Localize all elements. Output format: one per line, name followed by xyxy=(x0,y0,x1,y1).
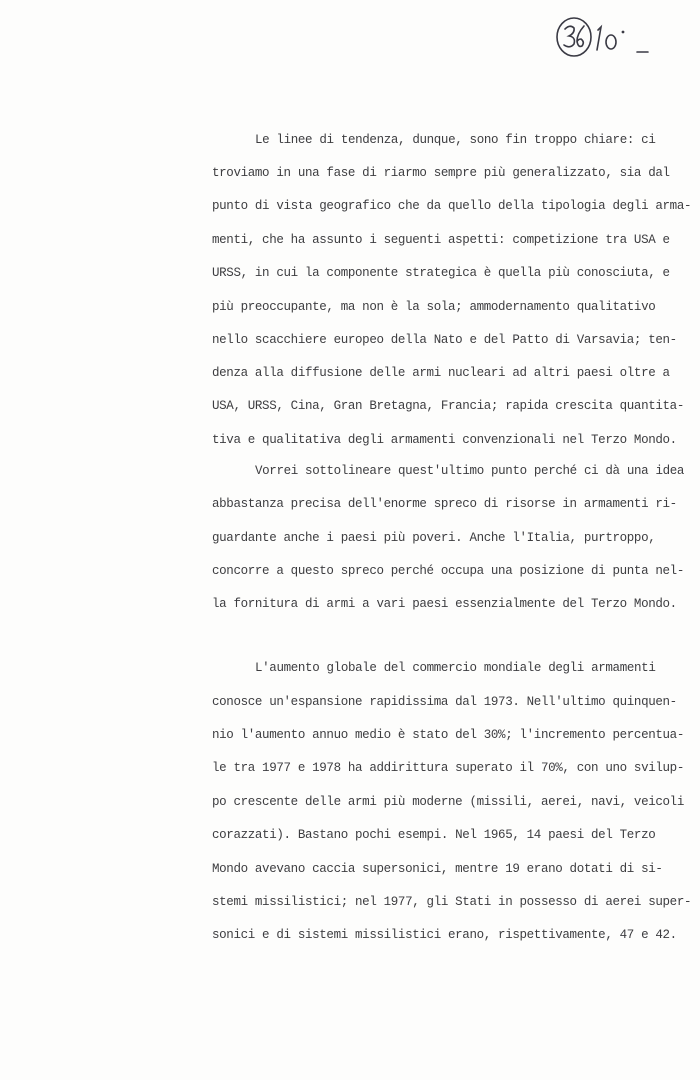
text-line: abbastanza precisa dell'enorme spreco di risorse in armamenti ri- xyxy=(212,497,677,511)
text-line: guardante anche i paesi più poveri. Anche l'Italia, purtroppo, xyxy=(212,531,656,545)
text-line: po crescente delle armi più moderne (missili, aerei, navi, veicoli xyxy=(212,795,684,809)
text-line: denza alla diffusione delle armi nucleari ad altri paesi oltre a xyxy=(212,366,670,380)
text-line: sonici e di sistemi missilistici erano, rispettivamente, 47 e 42. xyxy=(212,928,677,942)
text-line: punto di vista geografico che da quello della tipologia degli arma- xyxy=(212,199,692,213)
text-line: corazzati). Bastano pochi esempi. Nel 1965, 14 paesi del Terzo xyxy=(212,828,656,842)
handwritten-page-number xyxy=(552,14,662,60)
text-line: più preoccupante, ma non è la sola; ammodernamento qualitativo xyxy=(212,300,656,314)
text-line: nio l'aumento annuo medio è stato del 30%; l'incremento percentua- xyxy=(212,728,684,742)
text-line: le tra 1977 e 1978 ha addirittura superato il 70%, con uno svilup- xyxy=(212,761,684,775)
text-line: stemi missilistici; nel 1977, gli Stati in possesso di aerei super- xyxy=(212,895,692,909)
text-line: Vorrei sottolineare quest'ultimo punto perché ci dà una idea xyxy=(255,464,685,478)
circled-number-stamp xyxy=(552,14,662,60)
text-line: la fornitura di armi a vari paesi essenzialmente del Terzo Mondo. xyxy=(212,597,677,611)
text-line: tiva e qualitativa degli armamenti convenzionali nel Terzo Mondo. xyxy=(212,433,677,447)
text-line: URSS, in cui la componente strategica è quella più conosciuta, e xyxy=(212,266,670,280)
text-line: USA, URSS, Cina, Gran Bretagna, Francia; rapida crescita quantita- xyxy=(212,399,684,413)
text-line: Le linee di tendenza, dunque, sono fin troppo chiare: ci xyxy=(255,133,656,147)
text-line: troviamo in una fase di riarmo sempre più generalizzato, sia dal xyxy=(212,166,670,180)
text-line: menti, che ha assunto i seguenti aspetti: competizione tra USA e xyxy=(212,233,670,247)
text-line: conosce un'espansione rapidissima dal 1973. Nell'ultimo quinquen- xyxy=(212,695,677,709)
text-line: nello scacchiere europeo della Nato e del Patto di Varsavia; ten- xyxy=(212,333,677,347)
text-line: concorre a questo spreco perché occupa una posizione di punta nel- xyxy=(212,564,684,578)
text-line: Mondo avevano caccia supersonici, mentre 19 erano dotati di si- xyxy=(212,862,663,876)
text-line: L'aumento globale del commercio mondiale degli armamenti xyxy=(255,661,656,675)
